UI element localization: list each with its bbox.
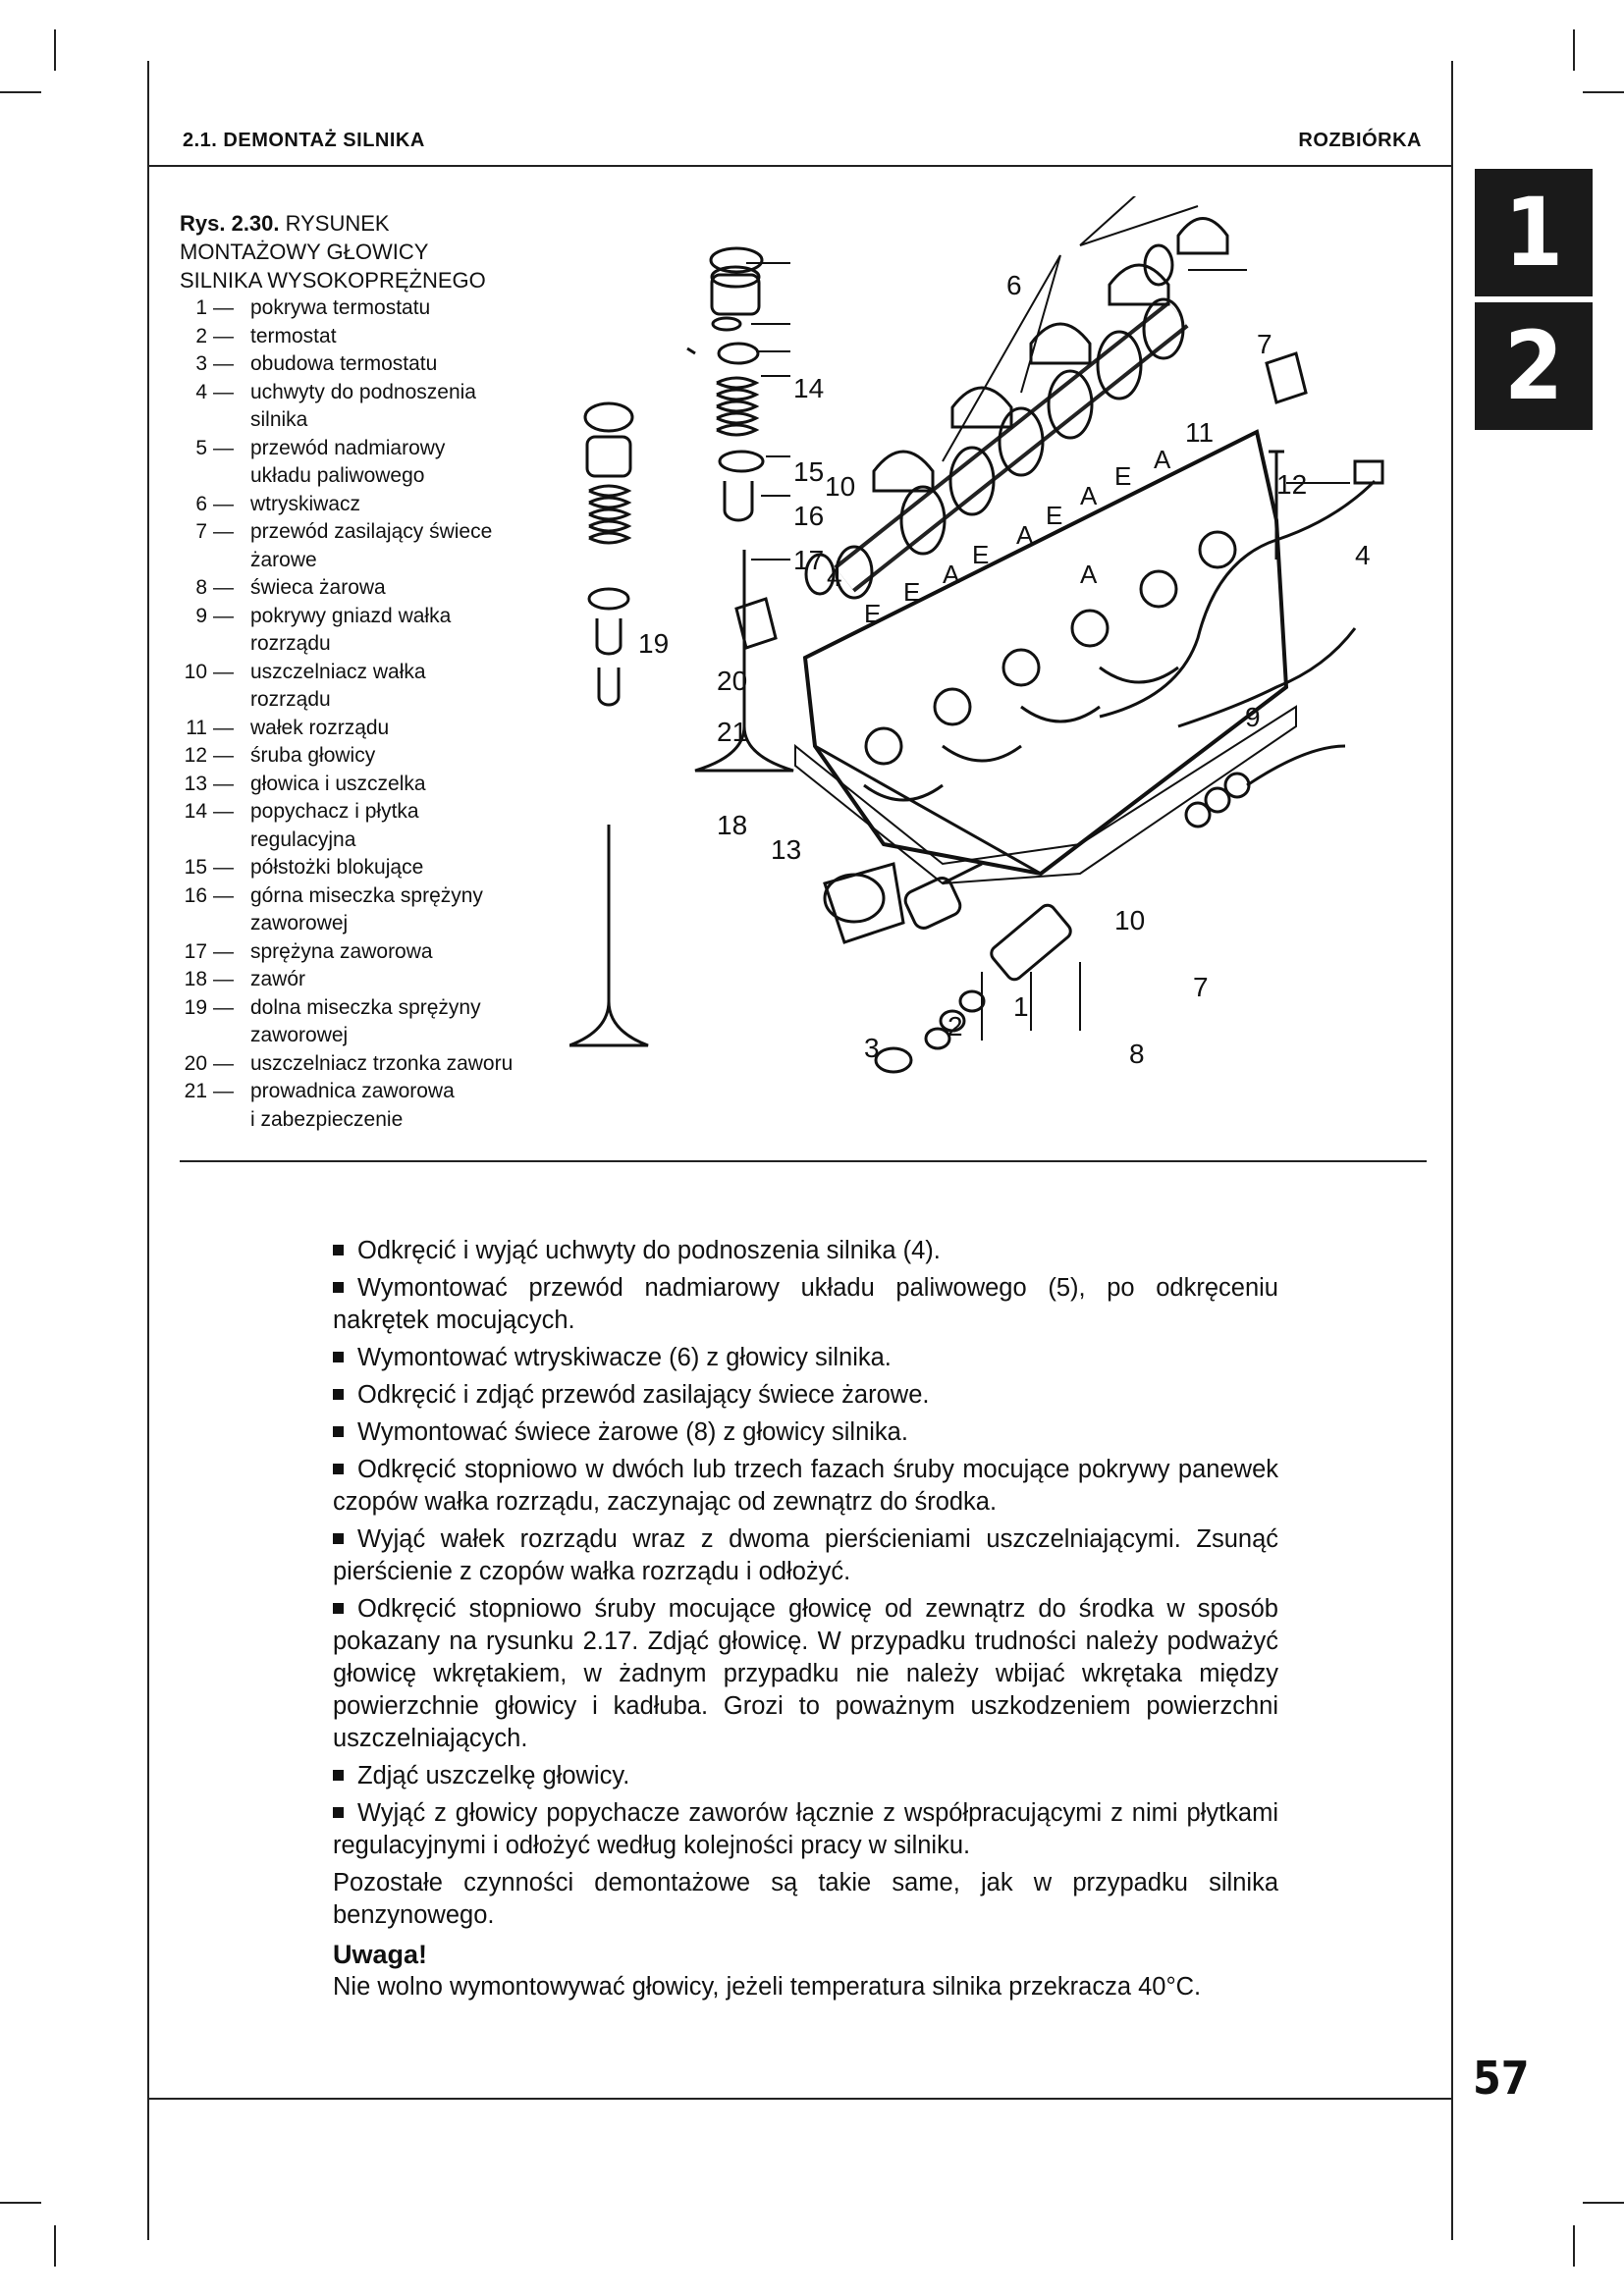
legend-text: układu paliwowego xyxy=(250,464,425,487)
legend-dash: — xyxy=(213,995,234,1019)
square-bullet-icon xyxy=(333,1464,344,1474)
legend-text: uchwyty do podnoszenia xyxy=(250,380,476,403)
square-bullet-icon xyxy=(333,1245,344,1255)
legend-item xyxy=(180,798,553,827)
callout-11: 11 xyxy=(1185,417,1215,448)
legend-dash: — xyxy=(213,1051,234,1075)
legend-number: 7 xyxy=(195,520,207,543)
header-rule xyxy=(149,165,1451,167)
instruction-step xyxy=(333,1593,1278,1755)
legend-number: 19 xyxy=(184,995,207,1019)
legend-number: 11 xyxy=(186,716,207,739)
callout-e: E xyxy=(903,577,921,607)
legend-dash: — xyxy=(213,520,234,543)
legend-item xyxy=(180,1078,553,1106)
instruction-step xyxy=(333,1342,1278,1374)
legend-number: 12 xyxy=(184,744,207,767)
callout-4-right: 4 xyxy=(1355,540,1371,570)
legend-dash: — xyxy=(213,604,234,627)
callout-2: 2 xyxy=(947,1011,963,1041)
legend-text: obudowa termostatu xyxy=(250,352,438,375)
callout-a: A xyxy=(1154,445,1171,474)
legend-text: dolna miseczka sprężyny xyxy=(250,995,481,1019)
callout-1: 1 xyxy=(1013,991,1029,1022)
running-header-chapter: ROZBIÓRKA xyxy=(1298,130,1422,151)
legend-item xyxy=(180,435,553,463)
legend-text: górna miseczka sprężyny xyxy=(250,883,483,907)
legend-dash: — xyxy=(213,352,234,375)
instruction-step xyxy=(333,1454,1278,1519)
legend-number: 5 xyxy=(195,436,207,459)
callout-a: A xyxy=(1016,520,1034,550)
legend-item xyxy=(180,686,553,715)
closing-note: Pozostałe czynności demontażowe są takie same, jak w przypadku silnika benzynowego. xyxy=(333,1869,1278,1929)
legend-dash: — xyxy=(213,324,234,347)
legend-text: wałek rozrządu xyxy=(250,716,390,739)
instruction-text: Wymontować przewód nadmiarowy układu paliwowego (5), po odkręceniu nakrętek mocujących. xyxy=(333,1274,1278,1334)
legend-item xyxy=(180,1106,553,1135)
figure-caption-line3: SILNIKA WYSOKOPRĘŻNEGO xyxy=(180,268,486,293)
callout-4-left: 4 xyxy=(827,561,842,592)
callout-e: E xyxy=(972,540,990,569)
instruction-text: Odkręcić i zdjąć przewód zasilający świece żarowe. xyxy=(357,1381,930,1409)
legend-number: 9 xyxy=(195,604,207,627)
instruction-text: Wyjąć z głowicy popychacze zaworów łącznie z współpracującymi z nimi płytkami regulacyjnymi i odłożyć według kolejności pracy w silniku. xyxy=(333,1799,1278,1859)
legend-item xyxy=(180,994,553,1023)
legend-item xyxy=(180,491,553,519)
legend-dash: — xyxy=(213,800,234,823)
frame-line-left xyxy=(147,61,149,2240)
callout-e: E xyxy=(864,599,882,628)
crop-mark xyxy=(0,91,41,93)
callout-21: 21 xyxy=(717,717,748,747)
legend-text: uszczelniacz wałka xyxy=(250,660,426,683)
callout-e: E xyxy=(1114,461,1132,491)
callout-8: 10 xyxy=(1114,905,1146,935)
legend-text: prowadnica zaworowa xyxy=(250,1080,455,1102)
figure-caption xyxy=(180,209,553,238)
callout-7: 9 xyxy=(1245,702,1261,732)
legend-text: półstożki blokujące xyxy=(250,856,424,879)
instruction-text: Zdjąć uszczelkę głowicy. xyxy=(357,1762,630,1789)
instruction-text: Odkręcić i wyjąć uchwyty do podnoszenia silnika (4). xyxy=(357,1237,941,1264)
legend-item xyxy=(180,827,553,855)
page-number: 57 xyxy=(1473,2052,1530,2105)
instruction-step xyxy=(333,1523,1278,1588)
figure-rule xyxy=(180,1160,1427,1162)
callout-labels xyxy=(569,196,1434,1129)
legend-text: zaworowej xyxy=(250,912,349,934)
legend-dash: — xyxy=(213,939,234,963)
legend-text: sprężyna zaworowa xyxy=(250,939,433,963)
crop-mark xyxy=(1573,29,1575,71)
legend-number: 2 xyxy=(195,324,207,347)
legend-dash: — xyxy=(213,968,234,990)
legend-item xyxy=(180,630,553,659)
legend-list xyxy=(180,294,553,1134)
instruction-step xyxy=(333,1235,1278,1267)
legend-item xyxy=(180,323,553,351)
callout-16: 16 xyxy=(793,501,825,531)
legend-dash: — xyxy=(213,380,234,403)
callout-a: A xyxy=(943,560,960,589)
legend-dash: — xyxy=(213,772,234,795)
instruction-step xyxy=(333,1416,1278,1449)
crop-mark xyxy=(1573,2225,1575,2267)
callout-17: 17 xyxy=(793,545,825,575)
chapter-tab-2: 2 xyxy=(1475,302,1593,430)
square-bullet-icon xyxy=(333,1352,344,1362)
square-bullet-icon xyxy=(333,1770,344,1781)
legend-dash: — xyxy=(213,436,234,459)
square-bullet-icon xyxy=(333,1426,344,1437)
legend-number: 3 xyxy=(195,352,207,375)
legend-number: 20 xyxy=(184,1051,207,1075)
legend-item xyxy=(180,966,553,994)
legend-item xyxy=(180,938,553,967)
legend-item xyxy=(180,603,553,631)
square-bullet-icon xyxy=(333,1389,344,1400)
square-bullet-icon xyxy=(333,1807,344,1818)
crop-mark xyxy=(0,2202,41,2204)
legend-item xyxy=(180,406,553,435)
legend-text: przewód nadmiarowy xyxy=(250,436,446,459)
legend-number: 6 xyxy=(195,492,207,515)
callout-10: 7 xyxy=(1257,329,1272,359)
legend-text: zaworowej xyxy=(250,1024,349,1046)
legend-item xyxy=(180,379,553,407)
callout-a: A xyxy=(1080,560,1098,589)
legend-number: 15 xyxy=(184,856,207,879)
instruction-step xyxy=(333,1797,1278,1862)
callout-20: 20 xyxy=(717,666,748,696)
legend-item xyxy=(180,1050,553,1079)
square-bullet-icon xyxy=(333,1282,344,1293)
square-bullet-icon xyxy=(333,1533,344,1544)
legend-number: 18 xyxy=(184,968,207,990)
instruction-list xyxy=(333,1235,1278,1862)
callout-e: E xyxy=(1046,501,1063,530)
legend-item xyxy=(180,742,553,771)
figure-caption-line1: RYSUNEK xyxy=(285,211,390,236)
legend-item xyxy=(180,574,553,603)
legend-item xyxy=(180,547,553,575)
legend-dash: — xyxy=(213,576,234,599)
legend-text: rozrządu xyxy=(250,632,331,655)
legend-item xyxy=(180,771,553,799)
frame-line-right xyxy=(1451,61,1453,2240)
legend-number: 21 xyxy=(184,1080,207,1102)
legend-dash: — xyxy=(213,492,234,515)
legend-number: 16 xyxy=(184,883,207,907)
crop-mark xyxy=(1583,2202,1624,2204)
callout-a: A xyxy=(1080,481,1098,510)
figure-legend xyxy=(180,209,553,1134)
legend-text: przewód zasilający świece xyxy=(250,520,493,543)
legend-text: wtryskiwacz xyxy=(250,492,361,515)
instruction-text xyxy=(333,1235,1278,2008)
legend-text: regulacyjna xyxy=(250,828,356,851)
callout-9: 6 xyxy=(1006,270,1022,300)
instruction-step xyxy=(333,1272,1278,1337)
instruction-text: Wyjąć wałek rozrządu wraz z dwoma pierścieniami uszczelniającymi. Zsunąć pierścienie z czopów wałka rozrządu i odłożyć. xyxy=(333,1525,1278,1585)
instruction-step xyxy=(333,1379,1278,1412)
legend-item xyxy=(180,462,553,491)
legend-item xyxy=(180,350,553,379)
legend-item xyxy=(180,715,553,743)
legend-dash: — xyxy=(213,744,234,767)
legend-dash: — xyxy=(213,296,234,319)
warning-title: Uwaga! xyxy=(333,1940,428,1969)
legend-number: 10 xyxy=(184,660,207,683)
square-bullet-icon xyxy=(333,1603,344,1614)
instruction-text: Odkręcić stopniowo śruby mocujące głowicę od zewnątrz do środka w sposób pokazany na rysunku 2.17. Zdjąć głowicę. W przypadku trudności należy podważyć głowicę wkrętakiem, w żadnym przypadku nie należy wbijać wkrętaka między powierzchnie głowicy i kadłuba. Grozi to poważnym uszkodzeniem powierzchni uszczelniających. xyxy=(333,1595,1278,1752)
callout-18: 18 xyxy=(717,810,748,840)
legend-text: pokrywy gniazd wałka xyxy=(250,604,452,627)
legend-text: i zabezpieczenie xyxy=(250,1107,404,1131)
callout-10-left: 10 xyxy=(825,471,856,502)
callout-5: 7 xyxy=(1193,972,1209,1002)
legend-number: 14 xyxy=(184,800,207,823)
callout-14: 14 xyxy=(793,373,825,403)
callout-6: 8 xyxy=(1129,1039,1145,1069)
instruction-step xyxy=(333,1760,1278,1792)
legend-item xyxy=(180,659,553,687)
legend-dash: — xyxy=(213,856,234,879)
legend-text: zawór xyxy=(250,968,306,990)
instruction-text: Wymontować świece żarowe (8) z głowicy silnika. xyxy=(357,1418,908,1446)
legend-text: rozrządu xyxy=(250,688,331,711)
callout-15: 15 xyxy=(793,456,825,487)
instruction-text: Wymontować wtryskiwacze (6) z głowicy silnika. xyxy=(357,1344,892,1371)
legend-text: żarowe xyxy=(250,548,317,571)
crop-mark xyxy=(1583,91,1624,93)
legend-text: pokrywa termostatu xyxy=(250,296,431,319)
legend-item xyxy=(180,910,553,938)
legend-text: termostat xyxy=(250,324,337,347)
chapter-tab-1: 1 xyxy=(1475,169,1593,296)
running-header-section: 2.1. DEMONTAŻ SILNIKA xyxy=(183,130,425,151)
legend-item xyxy=(180,854,553,882)
legend-number: 13 xyxy=(184,772,207,795)
warning-text: Nie wolno wymontowywać głowicy, jeżeli temperatura silnika przekracza 40°C. xyxy=(333,1973,1202,2001)
figure-number: Rys. 2.30. xyxy=(180,211,280,236)
legend-number: 17 xyxy=(184,939,207,963)
legend-number: 1 xyxy=(195,296,207,319)
legend-text: uszczelniacz trzonka zaworu xyxy=(250,1051,514,1075)
legend-item xyxy=(180,1022,553,1050)
legend-text: głowica i uszczelka xyxy=(250,772,426,795)
legend-item xyxy=(180,518,553,547)
legend-dash: — xyxy=(213,660,234,683)
figure-caption-line2: MONTAŻOWY GŁOWICY xyxy=(180,240,429,264)
legend-text: śruba głowicy xyxy=(250,744,376,767)
legend-number: 8 xyxy=(195,576,207,599)
legend-text: popychacz i płytka xyxy=(250,800,419,823)
legend-text: silnika xyxy=(250,408,308,431)
legend-text: świeca żarowa xyxy=(250,576,386,599)
legend-item xyxy=(180,882,553,911)
legend-dash: — xyxy=(213,716,234,739)
instruction-text: Odkręcić stopniowo w dwóch lub trzech fazach śruby mocujące pokrywy panewek czopów wałka rozrządu, zaczynając od zewnątrz do środka. xyxy=(333,1456,1278,1516)
crop-mark xyxy=(54,2225,56,2267)
legend-dash: — xyxy=(213,883,234,907)
legend-number: 4 xyxy=(195,380,207,403)
legend-item xyxy=(180,294,553,323)
crop-mark xyxy=(54,29,56,71)
callout-12: 12 xyxy=(1276,469,1308,500)
callout-13: 13 xyxy=(771,834,802,865)
footer-rule xyxy=(149,2098,1451,2100)
callout-3: 3 xyxy=(864,1033,880,1063)
callout-19: 19 xyxy=(638,628,670,659)
legend-dash: — xyxy=(213,1080,234,1102)
